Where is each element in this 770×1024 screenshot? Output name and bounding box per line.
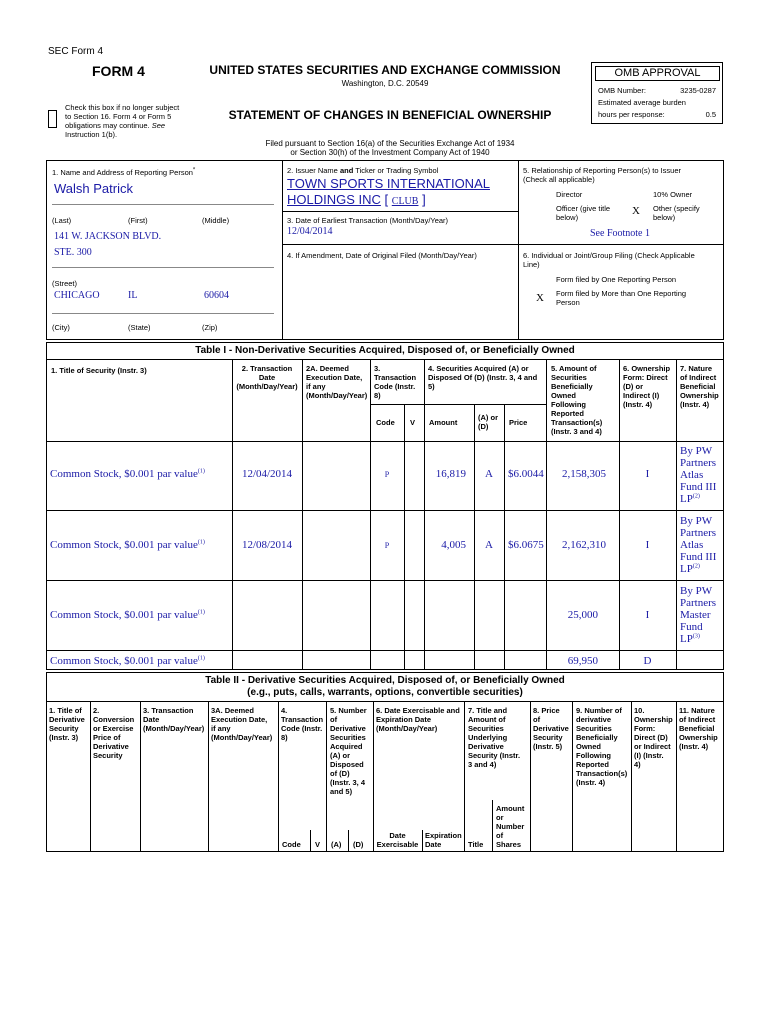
- ten-percent-owner-option: 10% Owner: [653, 190, 693, 199]
- location: Washington, D.C. 20549: [341, 79, 429, 88]
- t2-sub-date-exercisable: Date Exercisable: [376, 831, 419, 849]
- table-row: Common Stock, $0.001 par value$^{(1)}$: [50, 655, 205, 667]
- box3-label: 3. Date of Earliest Transaction (Month/Day/Year): [287, 216, 449, 225]
- row1-amount: 16,819: [435, 468, 466, 480]
- table-row: Common Stock, $0.001 par value$^{(1)}$: [50, 468, 205, 480]
- t1-col5-header: 5. Amount of Securities Beneficially Owned Following Reported Transaction(s) (Instr. 3 and 4): [551, 364, 603, 436]
- address-line-1: 141 W. JACKSON BLVD.: [54, 231, 162, 242]
- burden-label: Estimated average burden: [598, 98, 686, 107]
- t2-col8-header: 8. Price of Derivative Security (Instr. 5): [533, 706, 569, 751]
- t1-col7-header: 7. Nature of Indirect Beneficial Ownership (Instr. 4): [680, 364, 719, 409]
- table-row: Common Stock, $0.001 par value$^{(1)}$: [50, 609, 205, 621]
- t2-col1-header: 1. Title of Derivative Security (Instr. 3): [49, 706, 85, 742]
- row1-nature: By PW Partners Atlas Fund III LP$^{(2)}$: [680, 445, 717, 505]
- t2-col7-header: 7. Title and Amount of Securities Underlying Derivative Security (Instr. 3 and 4): [468, 706, 521, 769]
- other-checkmark: X: [632, 205, 640, 217]
- row2-amount: 4,005: [441, 539, 466, 551]
- t2-col4-header: 4. Transaction Code (Instr. 8): [281, 706, 324, 742]
- other-option: Other (specify below): [653, 204, 700, 222]
- row2-code: P: [384, 541, 390, 550]
- t1-col3-header: 3. Transaction Code (Instr. 8): [374, 364, 417, 400]
- last-label: (Last): [52, 216, 72, 225]
- form-title: FORM 4: [92, 63, 145, 79]
- hours-value: 0.5: [705, 110, 716, 119]
- middle-label: (Middle): [202, 216, 230, 225]
- footnote-reference: See Footnote 1: [590, 228, 650, 239]
- row2-price: $6.0675: [508, 539, 544, 551]
- row1-date: 12/04/2014: [241, 468, 293, 480]
- row3-form: I: [645, 609, 650, 621]
- omb-approval-box: [591, 62, 723, 124]
- table-1-title: Table I - Non-Derivative Securities Acquired, Disposed of, or Beneficially Owned: [195, 345, 575, 356]
- t1-sub-v: V: [410, 418, 416, 427]
- omb-number-value: 3235-0287: [680, 86, 716, 95]
- zip-label: (Zip): [202, 323, 218, 332]
- t1-sub-price: Price: [509, 418, 528, 427]
- filed-pursuant: Filed pursuant to Section 16(a) of the Securities Exchange Act of 1934 or Section 30(h) of the Investment Company Act of 1940: [265, 139, 515, 157]
- address-line-2: STE. 300: [54, 247, 92, 258]
- joint-filing-checkmark: X: [536, 292, 544, 304]
- box4-label: 4. If Amendment, Date of Original Filed (Month/Day/Year): [287, 251, 477, 260]
- box5-label: 5. Relationship of Reporting Person(s) to Issuer (Check all applicable): [523, 166, 681, 184]
- t1-col6-header: 6. Ownership Form: Direct (D) or Indirect (I) (Instr. 4): [623, 364, 671, 409]
- omb-number-label: OMB Number:: [598, 86, 646, 95]
- row3-nature: By PW Partners Master Fund LP$^{(3)}$: [680, 585, 717, 645]
- t2-col11-header: 11. Nature of Indirect Beneficial Ownership (Instr. 4): [679, 706, 718, 751]
- t2-sub-code: Code: [282, 840, 301, 849]
- earliest-transaction-date: 12/04/2014: [287, 226, 333, 237]
- t1-sub-aord: (A) or (D): [478, 413, 498, 431]
- t1-sub-code: Code: [376, 418, 395, 427]
- city-label: (City): [52, 323, 70, 332]
- no-longer-subject-checkbox[interactable]: [48, 110, 57, 128]
- row2-a-or-d: A: [485, 539, 493, 551]
- t2-col5-header: 5. Number of Derivative Securities Acquired (A) or Disposed of (D) (Instr. 3, 4 and 5): [330, 706, 367, 796]
- omb-header: OMB APPROVAL: [595, 66, 720, 81]
- commission-title: UNITED STATES SECURITIES AND EXCHANGE COMMISSION: [209, 63, 561, 77]
- row3-owned: 25,000: [567, 609, 598, 621]
- box2-label: 2. Issuer Name and Ticker or Trading Symbol: [287, 166, 439, 175]
- t2-sub-expiration: Expiration Date: [425, 831, 462, 849]
- zip-value: 60604: [204, 290, 229, 301]
- row2-nature: By PW Partners Atlas Fund III LP$^{(2)}$: [680, 515, 717, 575]
- row1-price: $6.0044: [508, 468, 544, 480]
- t2-col3-header: 3. Transaction Date (Month/Day/Year): [143, 706, 205, 733]
- t2-col3a-header: 3A. Deemed Execution Date, if any (Month/Day/Year): [211, 706, 273, 742]
- director-option: Director: [556, 190, 583, 199]
- t2-sub-v: V: [315, 840, 321, 849]
- box6-label: 6. Individual or Joint/Group Filing (Check Applicable Line): [523, 251, 695, 269]
- row1-form: I: [645, 468, 650, 480]
- row2-form: I: [645, 539, 650, 551]
- street-label: (Street): [52, 279, 78, 288]
- more-persons-option: Form filed by More than One Reporting Person: [556, 289, 687, 307]
- issuer-link[interactable]: TOWN SPORTS INTERNATIONAL: [287, 176, 490, 191]
- t2-col10-header: 10. Ownership Form: Direct (D) or Indirect (I) (Instr. 4): [634, 706, 673, 769]
- t2-col9-header: 9. Number of derivative Securities Beneficially Owned Following Reported Transaction(s) (Instr. 4): [576, 706, 628, 787]
- t1-col2a-header: 2A. Deemed Execution Date, if any (Month/Day/Year): [306, 364, 368, 400]
- hours-label: hours per response:: [598, 110, 665, 119]
- t2-sub-d: (D): [353, 840, 364, 849]
- reporting-person-name: Walsh Patrick: [54, 181, 133, 196]
- t2-col6-header: 6. Date Exercisable and Expiration Date (Month/Day/Year): [376, 706, 460, 733]
- ticker-symbol[interactable]: CLUB: [391, 196, 419, 207]
- row1-a-or-d: A: [485, 468, 493, 480]
- row1-owned: 2,158,305: [562, 468, 606, 480]
- t1-col1-header: 1. Title of Security (Instr. 3): [51, 366, 147, 375]
- state-value: IL: [128, 290, 138, 301]
- t2-col2-header: 2. Conversion or Exercise Price of Derivative Security: [93, 706, 135, 760]
- table-row: Common Stock, $0.001 par value$^{(1)}$: [50, 539, 205, 551]
- table-2-title: Table II - Derivative Securities Acquired, Disposed of, or Beneficially Owned (e.g., puts, calls, warrants, options, convertible securities): [205, 675, 565, 698]
- issuer-name: TOWN SPORTS INTERNATIONAL HOLDINGS INC [ CLUB ]: [287, 176, 490, 207]
- one-person-option: Form filed by One Reporting Person: [556, 275, 677, 284]
- row4-owned: 69,950: [567, 655, 598, 667]
- t1-col2-header: 2. Transaction Date (Month/Day/Year): [236, 364, 298, 391]
- first-label: (First): [128, 216, 148, 225]
- state-label: (State): [128, 323, 151, 332]
- checkbox-instructions: Check this box if no longer subject to Section 16. Form 4 or Form 5 obligations may continue. See Instruction 1(b).: [65, 103, 180, 139]
- t2-sub-a: (A): [331, 840, 342, 849]
- officer-option: Officer (give title below): [556, 204, 611, 222]
- row2-date: 12/08/2014: [241, 539, 293, 551]
- t2-sub-title: Title: [468, 840, 484, 849]
- t1-sub-amount: Amount: [429, 418, 458, 427]
- row1-code: P: [384, 470, 390, 479]
- t2-sub-amount: Amount or Number of Shares: [496, 804, 525, 849]
- statement-title: STATEMENT OF CHANGES IN BENEFICIAL OWNERSHIP: [228, 108, 552, 122]
- sec-form-label: SEC Form 4: [48, 46, 104, 57]
- box1-label: 1. Name and Address of Reporting Person*: [52, 167, 196, 177]
- city-value: CHICAGO: [54, 290, 100, 301]
- t1-col4-header: 4. Securities Acquired (A) or Disposed Of (D) (Instr. 3, 4 and 5): [428, 364, 538, 391]
- row4-form: D: [643, 655, 652, 667]
- row2-owned: 2,162,310: [562, 539, 606, 551]
